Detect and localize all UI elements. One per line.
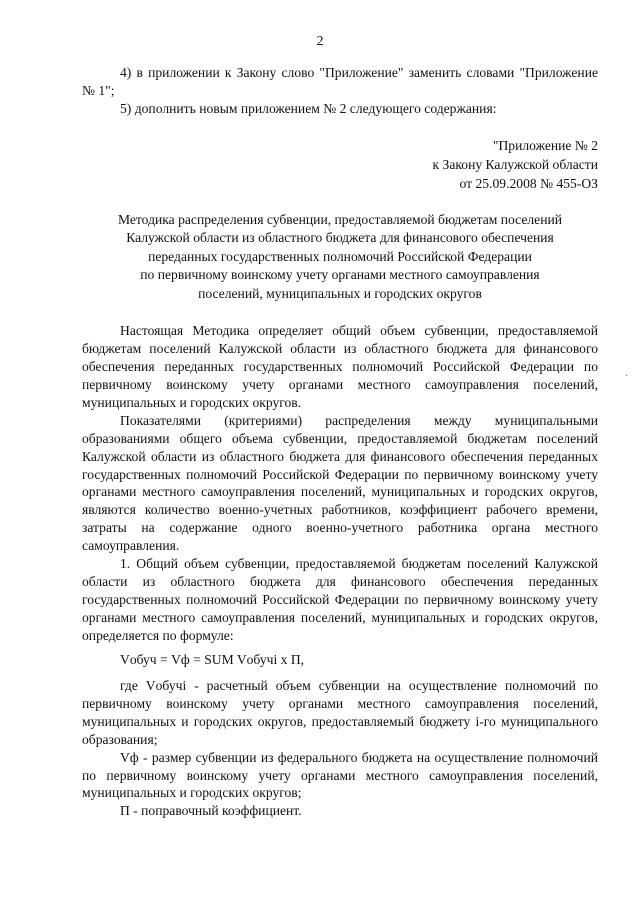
paragraph-definition-vobuch: где Vобучi - расчетный объем субвенции на осуществление полномочий по первичному воинскому учету органами местного самоуправления поселений, муниципальных и городских округов, предоставляемый бюджету i-го муниципального образования; (82, 677, 598, 747)
formula: Vобуч = Vф = SUM Vобучi x П, (120, 651, 305, 667)
paragraph-scope: Настоящая Методика определяет общий объем субвенции, предоставляемой бюджетам поселений Калужской области из областного бюджета для финансового обеспечения переданных государственных полномочий Российской Федерации по первичному воинскому учету органами местного самоуправления поселений, муниципальных и городских округов. (82, 323, 598, 410)
amendment-item-4: 4) в приложении к Закону слово "Приложение" заменить словами "Приложение № 1"; (82, 65, 598, 98)
intro-items (82, 64, 598, 118)
title-line: по первичному воинскому учету органами местного самоуправления (140, 267, 540, 283)
title-line: поселений, муниципальных и городских округов (198, 285, 482, 301)
paragraph-total-volume: 1. Общий объем субвенции, предоставляемой бюджетам поселений Калужской области из областного бюджета для финансового обеспечения переданных государственных полномочий Российской Федерации по первичному воинскому учету органами местного самоуправления поселений, муниципальных и городских округов, определяется по формуле: (82, 556, 598, 643)
amendment-item-5: 5) дополнить новым приложением № 2 следующего содержания: (120, 100, 497, 116)
scan-speck: · (625, 371, 629, 382)
appendix-ref-line: от 25.09.2008 № 455-ОЗ (459, 175, 598, 191)
title-line: Методика распределения субвенции, предоставляемой бюджетам поселений (117, 212, 563, 227)
page-number: 2 (316, 33, 324, 48)
title-line: Калужской области из областного бюджета для финансового обеспечения (126, 230, 554, 246)
paragraph-definition-p: П - поправочный коэффициент. (120, 803, 302, 819)
title-line: переданных государственных полномочий Российской Федерации (148, 248, 532, 264)
appendix-ref-line: "Приложение № 2 (492, 138, 598, 153)
appendix-reference (433, 137, 598, 193)
methodology-title (82, 211, 598, 303)
appendix-ref-line: к Закону Калужской области (432, 156, 598, 172)
paragraph-criteria: Показателями (критериями) распределения между муниципальными образованиями общего объема субвенции, предоставляемой бюджетам поселений Калужской области из областного бюджета для финансового обеспечения переданных государственных полномочий Российской Федерации по первичному воинскому учету органами местного самоуправления поселений, муниципальных и городских округов, являются количество военно-учетных работников, коэффициент рабочего времени, затраты на содержание одного военно-учетного работника органа местного самоуправления. (82, 412, 598, 554)
paragraph-definition-vf: Vф - размер субвенции из федерального бюджета на осуществление полномочий по первичному воинскому учету органами местного самоуправления поселений, муниципальных и городских округов; (82, 749, 598, 801)
methodology-body (82, 322, 598, 820)
